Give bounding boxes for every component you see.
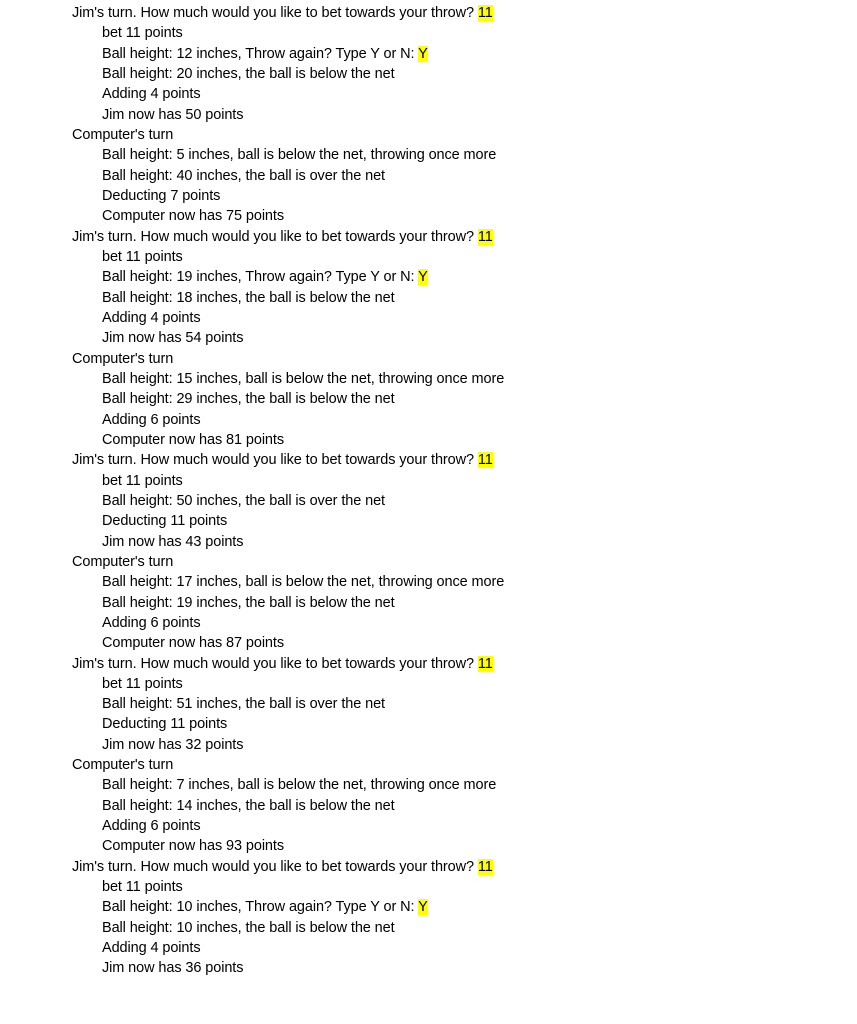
line-text: Adding 4 points [102,86,201,103]
line-text: Deducting 7 points [102,187,221,204]
output-line [72,511,832,531]
output-line [72,613,832,633]
line-text: Adding 4 points [102,940,201,957]
output-line [72,267,832,287]
line-text: Computer's turn [72,757,174,774]
output-line [72,369,832,389]
user-input-highlight: 11 [477,858,493,875]
line-text: bet 11 points [102,675,183,692]
user-input-highlight: 11 [477,5,493,21]
output-line [72,694,832,714]
line-text: Jim now has 50 points [102,106,244,123]
line-text: Computer now has 93 points [102,838,284,855]
line-text: Ball height: 12 inches, Throw again? Type Y or N: [102,45,419,62]
line-text: Jim's turn. How much would you like to bet towards your throw? [72,5,478,21]
line-text: Ball height: 18 inches, the ball is below the net [102,289,395,306]
output-line [72,308,832,328]
output-line [72,44,832,64]
line-text: Jim now has 54 points [102,330,244,347]
output-line [72,958,832,978]
line-text: Deducting 11 points [102,716,228,733]
user-input-highlight: Y [418,45,428,62]
output-line [72,430,832,450]
prompt-line [72,125,832,145]
line-text: Jim now has 36 points [102,960,244,977]
line-text: Ball height: 19 inches, Throw again? Type Y or N: [102,269,419,286]
line-text: Ball height: 10 inches, the ball is below the net [102,919,395,936]
line-text: Ball height: 10 inches, Throw again? Type Y or N: [102,899,419,916]
output-line [72,247,832,267]
line-text: Adding 6 points [102,411,201,428]
line-text: Ball height: 51 inches, the ball is over the net [102,696,385,713]
output-line [72,918,832,938]
line-text: Ball height: 15 inches, ball is below the net, throwing once more [102,370,505,387]
user-input-highlight: Y [418,269,428,286]
output-line [72,593,832,613]
line-text: Ball height: 14 inches, the ball is below the net [102,797,395,814]
output-line [72,166,832,186]
line-text: Jim's turn. How much would you like to bet towards your throw? [72,655,478,672]
line-text: Ball height: 7 inches, ball is below the net, throwing once more [102,777,497,794]
line-text: bet 11 points [102,248,183,265]
line-text: Jim's turn. How much would you like to bet towards your throw? [72,228,478,245]
output-line [72,64,832,84]
output-line [72,288,832,308]
line-text: Adding 6 points [102,818,201,835]
output-line [72,471,832,491]
output-line [72,410,832,430]
line-text: Computer's turn [72,126,174,143]
output-line [72,674,832,694]
line-text: Ball height: 20 inches, the ball is below the net [102,65,395,82]
output-line [72,84,832,104]
prompt-line [72,227,832,247]
prompt-line [72,552,832,572]
output-line [72,877,832,897]
prompt-line [72,450,832,470]
line-text: Computer now has 87 points [102,635,284,652]
prompt-line [72,654,832,674]
line-text: Computer now has 75 points [102,208,284,225]
line-text: Ball height: 5 inches, ball is below the net, throwing once more [102,147,497,164]
output-line [72,897,832,917]
user-input-highlight: 11 [477,655,493,672]
line-text: Computer's turn [72,553,174,570]
output-line [72,389,832,409]
output-line [72,328,832,348]
output-line [72,735,832,755]
line-text: Jim now has 43 points [102,533,244,550]
user-input-highlight: 11 [477,228,493,245]
output-line [72,938,832,958]
line-text: Jim's turn. How much would you like to bet towards your throw? [72,452,478,469]
line-text: bet 11 points [102,879,183,896]
line-text: Ball height: 29 inches, the ball is below the net [102,391,395,408]
output-line [72,714,832,734]
output-line [72,796,832,816]
line-text: Adding 6 points [102,614,201,631]
output-line [72,775,832,795]
output-line [72,105,832,125]
line-text: Ball height: 19 inches, the ball is below the net [102,594,395,611]
output-line [72,206,832,226]
output-line [72,186,832,206]
output-line [72,816,832,836]
output-line [72,532,832,552]
line-text: Adding 4 points [102,309,201,326]
console-transcript [72,3,832,979]
output-line [72,145,832,165]
user-input-highlight: 11 [477,452,493,469]
output-line [72,23,832,43]
output-line [72,633,832,653]
line-text: Jim now has 32 points [102,736,244,753]
line-text: Computer's turn [72,350,174,367]
line-text: bet 11 points [102,25,183,42]
prompt-line [72,755,832,775]
line-text: Ball height: 50 inches, the ball is over the net [102,492,385,509]
output-line [72,572,832,592]
line-text: bet 11 points [102,472,183,489]
output-line [72,491,832,511]
line-text: Ball height: 40 inches, the ball is over the net [102,167,385,184]
prompt-line [72,3,832,23]
prompt-line [72,349,832,369]
output-line [72,836,832,856]
line-text: Jim's turn. How much would you like to bet towards your throw? [72,858,478,875]
line-text: Deducting 11 points [102,513,228,530]
user-input-highlight: Y [418,899,428,916]
line-text: Computer now has 81 points [102,431,284,448]
line-text: Ball height: 17 inches, ball is below the net, throwing once more [102,574,505,591]
prompt-line [72,857,832,877]
